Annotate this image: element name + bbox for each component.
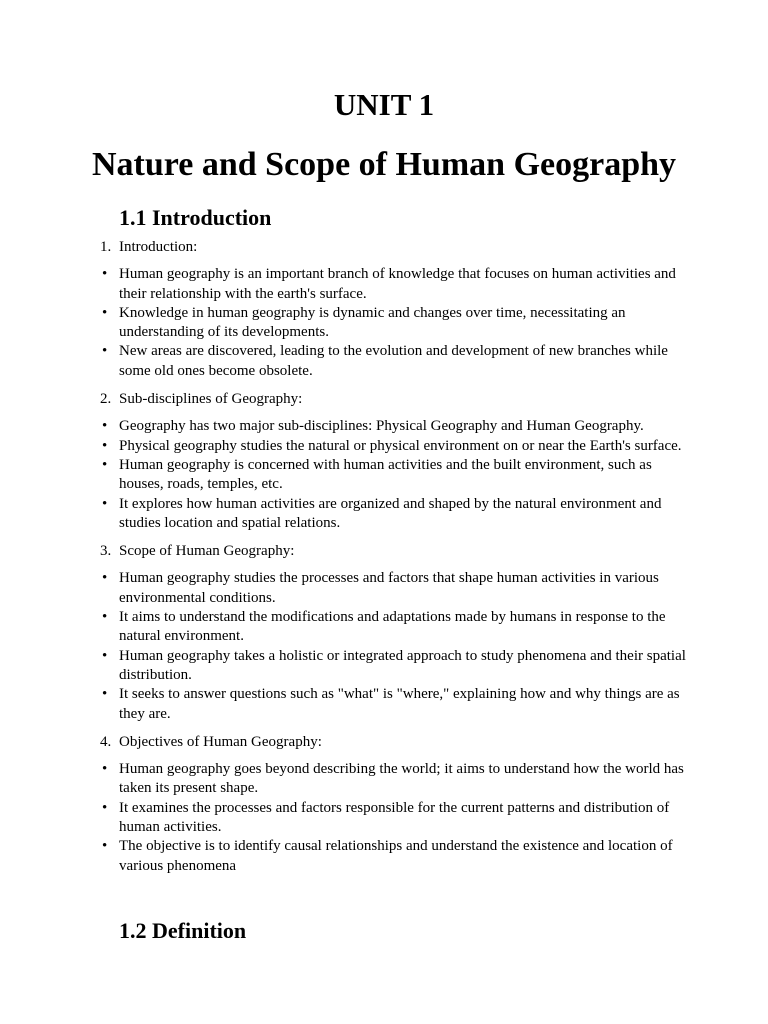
list-item: • Human geography goes beyond describing the world; it aims to understand how the world has taken its present shape.	[0, 760, 768, 799]
list-item: • Geography has two major sub-disciplines: Physical Geography and Human Geography.	[0, 417, 768, 436]
content-body	[0, 238, 768, 885]
list-item: • Human geography is an important branch of knowledge that focuses on human activities and their relationship with the earth's surface.	[0, 265, 768, 304]
page-title: Nature and Scope of Human Geography	[91, 146, 677, 183]
list-item: • The objective is to identify causal relationships and understand the existence and location of various phenomena	[0, 837, 768, 876]
bullet-list	[0, 265, 768, 381]
section-heading-definition: 1.2 Definition	[119, 918, 247, 943]
numbered-section-4	[0, 733, 768, 876]
list-item: • It examines the processes and factors responsible for the current patterns and distribution of human activities.	[0, 799, 768, 838]
numbered-section-2	[0, 390, 768, 533]
numbered-item	[0, 238, 768, 257]
numbered-item	[0, 390, 768, 409]
bullet-list	[0, 760, 768, 876]
list-item: • Human geography is concerned with human activities and the built environment, such as houses, roads, temples, etc.	[0, 456, 768, 495]
list-item: • Human geography takes a holistic or integrated approach to study phenomena and their spatial distribution.	[0, 647, 768, 686]
item-label: Sub-disciplines of Geography:	[119, 391, 303, 408]
bullet-list	[0, 569, 768, 723]
section-heading-introduction: 1.1 Introduction	[119, 205, 272, 230]
list-item: • Physical geography studies the natural or physical environment on or near the Earth's surface.	[0, 437, 768, 456]
list-item: • New areas are discovered, leading to the evolution and development of new branches while some old ones become obsolete.	[0, 342, 768, 381]
unit-title: UNIT 1	[333, 87, 435, 122]
item-number: 3.	[100, 543, 112, 560]
numbered-section-3	[0, 542, 768, 724]
item-label: Scope of Human Geography:	[119, 543, 295, 560]
item-number: 2.	[100, 391, 112, 408]
list-item: • It seeks to answer questions such as "what" is "where," explaining how and why things are as they are.	[0, 685, 768, 724]
item-label: Objectives of Human Geography:	[119, 733, 322, 750]
list-item: • It aims to understand the modifications and adaptations made by humans in response to the natural environment.	[0, 608, 768, 647]
numbered-item	[0, 733, 768, 752]
item-label: Introduction:	[119, 239, 198, 255]
item-number: 4.	[100, 733, 112, 750]
item-number: 1.	[100, 239, 112, 255]
list-item: • Human geography studies the processes and factors that shape human activities in various environmental conditions.	[0, 569, 768, 608]
numbered-item	[0, 542, 768, 561]
list-item: • It explores how human activities are organized and shaped by the natural environment and studies location and spatial relations.	[0, 495, 768, 534]
numbered-section-1	[0, 238, 768, 381]
list-item: • Knowledge in human geography is dynamic and changes over time, necessitating an understanding of its developments.	[0, 304, 768, 343]
bullet-list	[0, 417, 768, 533]
